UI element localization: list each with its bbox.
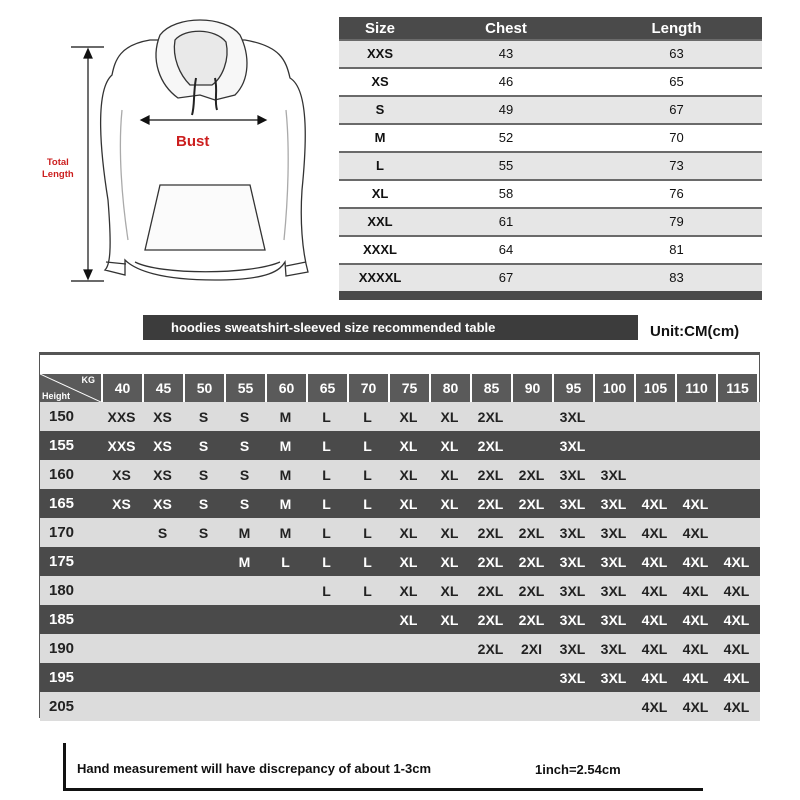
size-recommendation-cell: L [281, 553, 290, 570]
size-recommendation-cell: 3XL [600, 669, 627, 686]
size-chart-header [339, 17, 762, 39]
weight-header-cell: 95 [554, 374, 593, 402]
size-recommendation-cell: 2XL [477, 582, 504, 599]
size-recommendation-cell: XXS [107, 408, 136, 425]
size-cell: XXS [366, 45, 393, 61]
size-recommendation-cell: M [238, 524, 251, 541]
size-recommendation-cell: L [322, 524, 331, 541]
length-cell: 76 [669, 185, 684, 201]
height-cell: 175 [49, 553, 75, 570]
recommend-row [40, 431, 760, 460]
size-recommendation-cell: 4XL [723, 698, 750, 715]
size-recommendation-cell: 2XL [518, 524, 545, 541]
size-recommendation-cell: S [239, 437, 250, 454]
size-recommendation-cell: L [322, 408, 331, 425]
size-recommendation-cell: 3XL [600, 524, 627, 541]
size-recommendation-cell: 3XL [600, 553, 627, 570]
size-recommendation-cell: 4XL [682, 582, 709, 599]
size-recommendation-cell: S [198, 495, 209, 512]
size-chart-row [339, 151, 762, 179]
size-chart-row [339, 67, 762, 95]
size-recommendation-cell: 4XL [682, 669, 709, 686]
size-recommendation-cell: XL [440, 437, 459, 454]
weight-header-cell: 115 [718, 374, 757, 402]
size-recommendation-cell: 3XL [600, 495, 627, 512]
size-recommendation-cell: 4XL [641, 669, 668, 686]
size-recommendation-cell: L [363, 408, 372, 425]
footer-bracket-horizontal [63, 788, 703, 791]
size-recommendation-cell: L [322, 495, 331, 512]
size-recommendation-cell: XL [399, 553, 418, 570]
size-cell: S [375, 101, 385, 117]
weight-header-cell: 100 [595, 374, 634, 402]
size-recommendation-cell: S [198, 408, 209, 425]
length-cell: 67 [669, 101, 684, 117]
weight-header-cell: 40 [103, 374, 142, 402]
size-recommendation-cell: XS [153, 495, 172, 512]
size-recommendation-cell: XS [153, 466, 172, 483]
size-recommendation-cell: 4XL [682, 524, 709, 541]
size-recommendation-cell: L [363, 582, 372, 599]
recommend-row [40, 605, 760, 634]
recommend-row [40, 489, 760, 518]
size-recommendation-cell: 3XL [559, 611, 586, 628]
size-recommendation-cell: 4XL [682, 698, 709, 715]
total-length-label-line1: Total [46, 157, 69, 168]
weight-header-cell: 85 [472, 374, 511, 402]
size-recommendation-cell: 2XL [518, 466, 545, 483]
size-recommendation-cell: M [279, 408, 292, 425]
recommend-row [40, 518, 760, 547]
size-recommendation-cell: 2XL [477, 437, 504, 454]
size-recommendation-cell: 4XL [723, 553, 750, 570]
size-recommendation-cell: 2XL [477, 466, 504, 483]
total-length-label-line2: Length [42, 169, 74, 180]
recommend-table-title: hoodies sweatshirt-sleeved size recommended table [143, 315, 638, 340]
length-cell: 83 [669, 269, 684, 285]
size-recommendation-cell: 4XL [682, 553, 709, 570]
recommend-row [40, 460, 760, 489]
chest-cell: 49 [498, 101, 514, 117]
size-recommendation-cell: M [238, 553, 251, 570]
size-chart-row [339, 263, 762, 291]
size-recommendation-cell: 3XL [559, 524, 586, 541]
height-cell: 155 [49, 437, 75, 454]
size-recommendation-cell: L [363, 495, 372, 512]
size-recommendation-cell: 4XL [723, 640, 750, 657]
size-recommendation-cell: 4XL [682, 611, 709, 628]
corner-kg-label: KG [81, 375, 95, 385]
size-cell: XXL [367, 213, 393, 229]
size-recommendation-cell: L [363, 466, 372, 483]
size-cell: XXXL [363, 241, 397, 257]
weight-header-cell: 75 [390, 374, 429, 402]
size-recommendation-cell: 2XL [518, 611, 545, 628]
size-chart-row [339, 235, 762, 263]
height-cell: 170 [49, 524, 75, 541]
size-recommendation-cell: XL [399, 524, 418, 541]
header-length: Length [651, 19, 702, 37]
weight-header-cell: 60 [267, 374, 306, 402]
inch-conversion: 1inch=2.54cm [535, 762, 621, 777]
size-recommendation-cell: 3XL [559, 437, 586, 454]
size-recommendation-cell: XL [440, 582, 459, 599]
total-length-label [42, 157, 74, 181]
size-recommendation-cell: XL [399, 582, 418, 599]
height-cell: 185 [49, 611, 75, 628]
size-recommendation-cell: 3XL [600, 582, 627, 599]
recommend-table [40, 374, 760, 721]
size-chart-table [339, 17, 762, 300]
size-recommendation-cell: XL [440, 408, 459, 425]
size-recommendation-cell: XL [440, 611, 459, 628]
chest-cell: 46 [498, 73, 514, 89]
size-recommendation-cell: 4XL [641, 582, 668, 599]
size-recommendation-cell: M [279, 524, 292, 541]
size-recommendation-cell: L [322, 466, 331, 483]
size-recommendation-cell: 3XL [559, 640, 586, 657]
weight-header-cell: 70 [349, 374, 388, 402]
height-cell: 150 [49, 408, 75, 425]
size-recommendation-cell: 2XL [477, 611, 504, 628]
size-chart-row [339, 207, 762, 235]
weight-header-cell: 110 [677, 374, 716, 402]
size-chart-row [339, 39, 762, 67]
weight-header-cell: 45 [144, 374, 183, 402]
size-recommendation-cell: L [322, 582, 331, 599]
size-recommendation-cell: L [363, 524, 372, 541]
length-cell: 79 [669, 213, 684, 229]
size-recommendation-cell: 2XL [477, 640, 504, 657]
size-recommendation-cell: 4XL [723, 582, 750, 599]
size-recommendation-cell: S [198, 524, 209, 541]
size-recommendation-cell: M [279, 466, 292, 483]
size-recommendation-cell: S [239, 408, 250, 425]
size-recommendation-cell: 4XL [723, 611, 750, 628]
weight-header-cell: 80 [431, 374, 470, 402]
chest-cell: 55 [498, 157, 514, 173]
length-cell: 65 [669, 73, 684, 89]
size-recommendation-cell: 4XL [723, 669, 750, 686]
chest-cell: 43 [498, 45, 514, 61]
size-recommendation-cell: 2XL [477, 408, 504, 425]
size-recommendation-cell: 4XL [641, 553, 668, 570]
height-cell: 205 [49, 698, 75, 715]
weight-header-cell: 50 [185, 374, 224, 402]
size-recommendation-cell: 4XL [641, 640, 668, 657]
weight-header-cell: 90 [513, 374, 552, 402]
size-recommendation-cell: XL [399, 437, 418, 454]
size-recommendation-cell: S [198, 466, 209, 483]
size-recommendation-cell: S [198, 437, 209, 454]
length-cell: 70 [669, 129, 684, 145]
chest-cell: 64 [498, 241, 514, 257]
size-chart-footer-bar [339, 291, 762, 300]
size-recommendation-cell: 3XL [559, 582, 586, 599]
size-recommendation-cell: XL [440, 524, 459, 541]
recommend-table-header [40, 374, 760, 402]
recommend-row [40, 663, 760, 692]
size-recommendation-cell: S [157, 524, 168, 541]
size-chart-row [339, 123, 762, 151]
size-chart-row [339, 179, 762, 207]
size-recommendation-cell: 2XL [477, 524, 504, 541]
unit-label: Unit:CM(cm) [650, 323, 740, 340]
recommend-row [40, 402, 760, 431]
corner-height-label: Height [42, 391, 70, 401]
size-cell: XXXXL [358, 269, 402, 285]
size-recommendation-cell: XS [153, 437, 172, 454]
size-recommendation-cell: L [363, 437, 372, 454]
size-recommendation-cell: M [279, 495, 292, 512]
chest-cell: 58 [498, 185, 514, 201]
size-recommendation-cell: 2XL [518, 495, 545, 512]
size-recommendation-cell: XS [112, 466, 131, 483]
size-recommendation-cell: S [239, 466, 250, 483]
size-recommendation-cell: 2XL [518, 553, 545, 570]
footer-bracket-vertical [63, 743, 66, 788]
size-recommendation-cell: 3XL [600, 466, 627, 483]
size-recommendation-cell: L [322, 553, 331, 570]
size-recommendation-cell: XS [153, 408, 172, 425]
size-recommendation-cell: XL [399, 408, 418, 425]
size-recommendation-cell: 2XL [477, 553, 504, 570]
size-recommendation-cell: 3XL [559, 553, 586, 570]
height-cell: 160 [49, 466, 75, 483]
size-recommendation-cell: 4XL [641, 495, 668, 512]
recommend-row [40, 576, 760, 605]
size-recommendation-cell: 4XL [641, 611, 668, 628]
measurement-note: Hand measurement will have discrepancy of about 1-3cm [77, 761, 432, 776]
size-recommendation-cell: 2XL [477, 495, 504, 512]
size-recommendation-cell: XS [112, 495, 131, 512]
size-recommendation-cell: XL [399, 495, 418, 512]
length-cell: 81 [669, 241, 684, 257]
height-cell: 190 [49, 640, 75, 657]
length-cell: 73 [669, 157, 684, 173]
size-cell: M [374, 129, 386, 145]
corner-cell [40, 374, 101, 402]
size-cell: L [376, 157, 384, 173]
hoodie-illustration [0, 0, 330, 300]
size-recommendation-cell: 4XL [682, 495, 709, 512]
chest-cell: 61 [498, 213, 514, 229]
size-recommendation-cell: XL [440, 466, 459, 483]
size-recommendation-cell: 2XI [520, 640, 542, 657]
recommend-row [40, 634, 760, 663]
bust-label: Bust [176, 133, 210, 150]
size-recommendation-cell: 3XL [559, 669, 586, 686]
size-recommendation-cell: 4XL [682, 640, 709, 657]
header-size: Size [364, 19, 395, 37]
weight-header-cell: 65 [308, 374, 347, 402]
size-recommendation-cell: XL [440, 495, 459, 512]
size-recommendation-cell: XL [399, 611, 418, 628]
size-recommendation-cell: 4XL [641, 698, 668, 715]
size-recommendation-cell: L [322, 437, 331, 454]
size-chart-row [339, 95, 762, 123]
size-recommendation-cell: 2XL [518, 582, 545, 599]
size-recommendation-cell: S [239, 495, 250, 512]
weight-header-cell: 55 [226, 374, 265, 402]
header-chest: Chest [485, 19, 527, 37]
size-recommendation-cell: 3XL [559, 495, 586, 512]
size-recommendation-cell: 3XL [559, 466, 586, 483]
size-cell: XS [371, 73, 389, 89]
size-recommendation-cell: XXS [107, 437, 136, 454]
size-cell: XL [371, 185, 389, 201]
height-cell: 195 [49, 669, 75, 686]
height-cell: 165 [49, 495, 75, 512]
size-recommendation-cell: 3XL [600, 611, 627, 628]
size-recommendation-cell: 3XL [600, 640, 627, 657]
height-cell: 180 [49, 582, 75, 599]
size-recommendation-cell: M [279, 437, 292, 454]
length-cell: 63 [669, 45, 684, 61]
recommend-row [40, 547, 760, 576]
chest-cell: 52 [498, 129, 514, 145]
size-recommendation-cell: L [363, 553, 372, 570]
recommend-row [40, 692, 760, 721]
size-recommendation-cell: 3XL [559, 408, 586, 425]
size-recommendation-cell: XL [440, 553, 459, 570]
size-recommendation-cell: 4XL [641, 524, 668, 541]
weight-header-cell: 105 [636, 374, 675, 402]
chest-cell: 67 [498, 269, 514, 285]
size-recommendation-cell: XL [399, 466, 418, 483]
